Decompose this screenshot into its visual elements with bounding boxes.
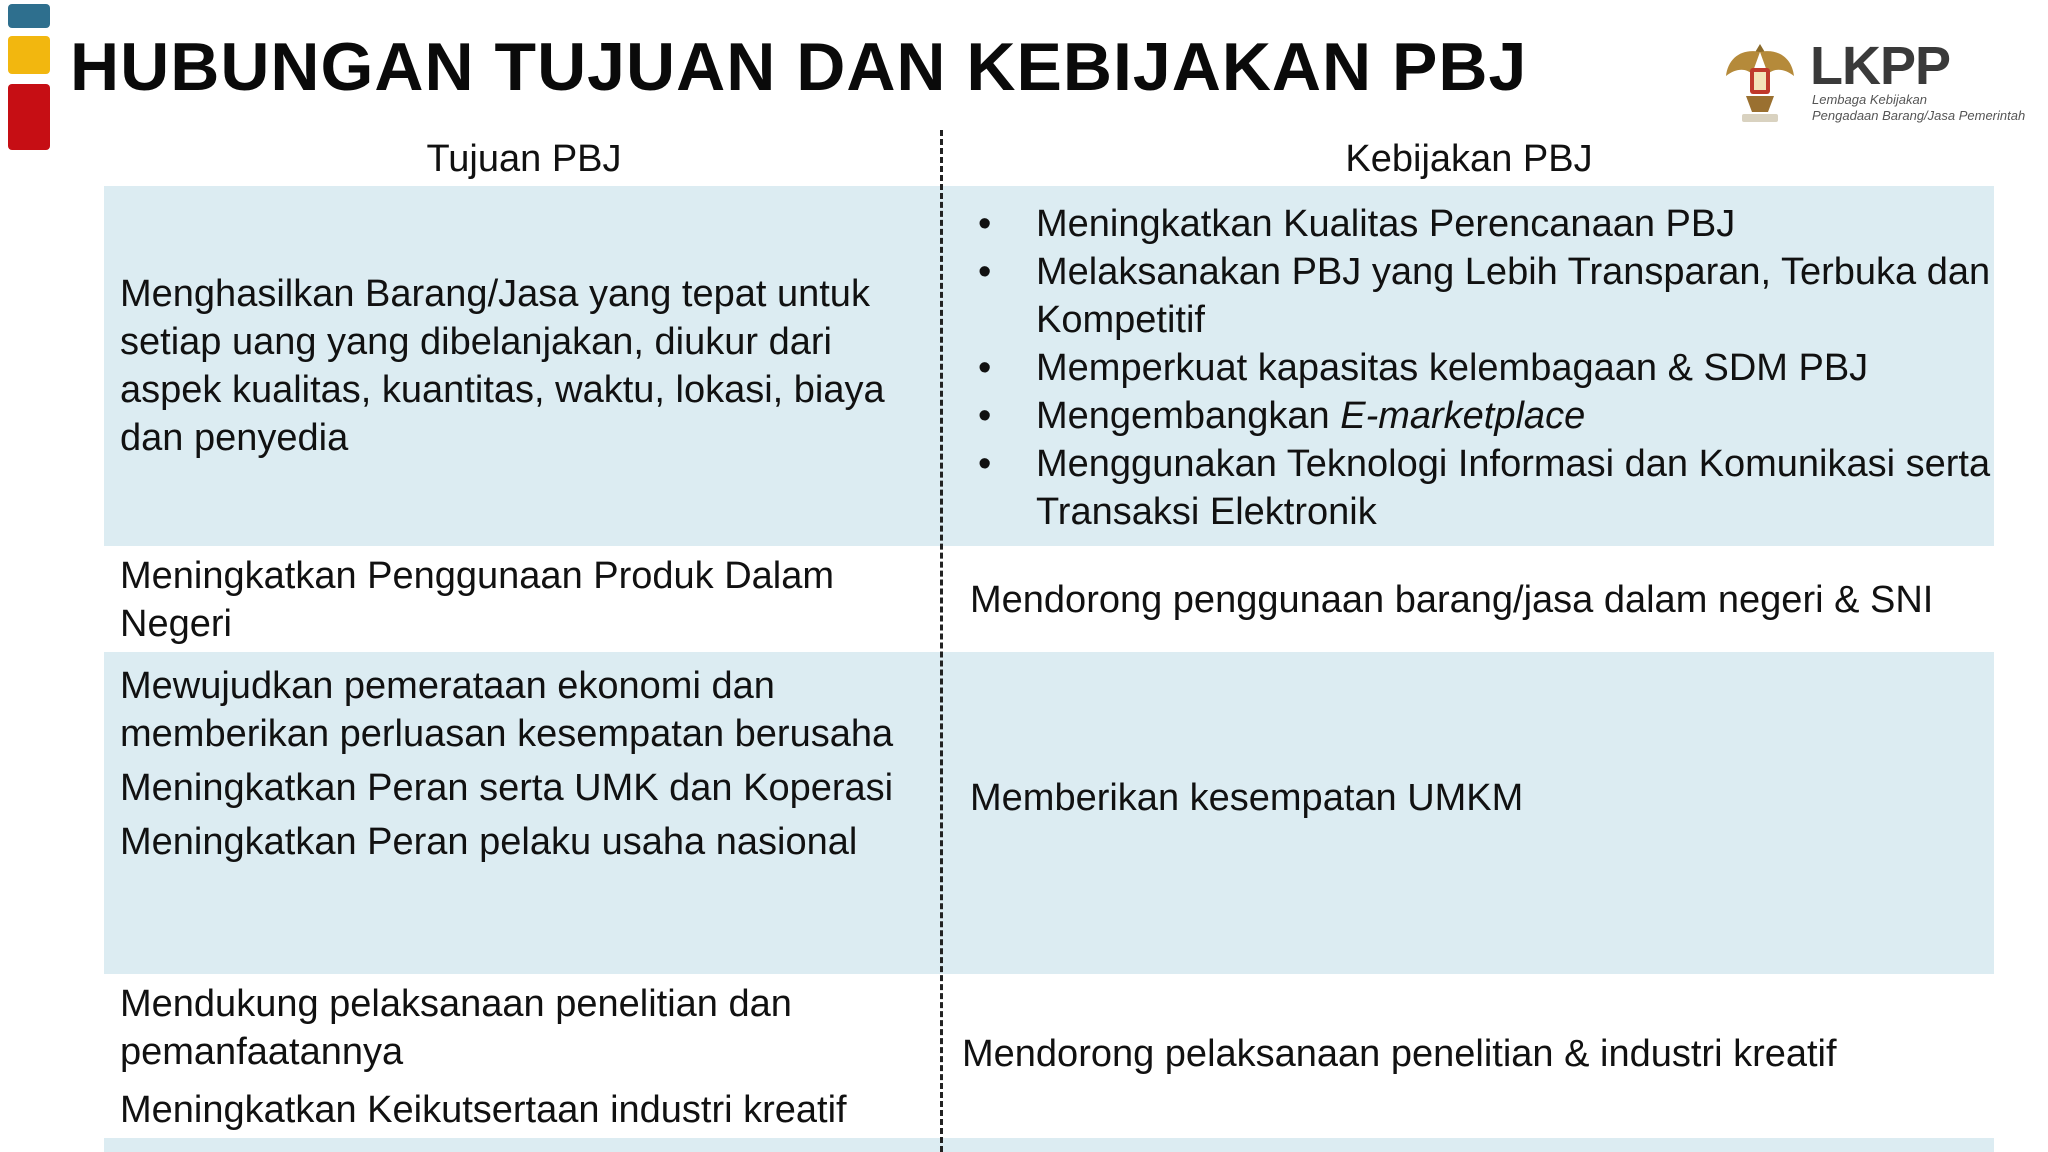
goal-text: Mewujudkan pemerataan ekonomi dan memberikan perluasan kesempatan berusaha [120, 665, 894, 755]
table-row [104, 652, 1994, 974]
goal-text: Meningkatkan Peran pelaku usaha nasional [120, 821, 858, 863]
row-policy-cell [946, 974, 1986, 1134]
policy-bullet-emphasis: E-marketplace [1340, 395, 1586, 437]
logo-subtitle-line1: Lembaga Kebijakan [1812, 92, 1927, 107]
lkpp-logo [1722, 36, 2026, 128]
policy-bullet: • Memperkuat kapasitas kelembagaan & SDM PBJ [970, 344, 1994, 392]
accent-bar-yellow [8, 36, 50, 74]
policy-bullet: • Menggunakan Teknologi Informasi dan Komunikasi serta Transaksi Elektronik [970, 440, 1994, 536]
policy-text: Mendorong pelaksanaan penelitian & industri kreatif [962, 1033, 1837, 1075]
policy-table [104, 128, 1994, 1152]
policy-bullet-list [970, 186, 1994, 536]
row-goal-cell [104, 548, 944, 652]
policy-bullet [970, 392, 1994, 440]
column-divider [940, 130, 943, 1152]
policy-bullet: • Meningkatkan Kualitas Perencanaan PBJ [970, 200, 1994, 248]
slide-title: HUBUNGAN TUJUAN DAN KEBIJAKAN PBJ [70, 29, 1528, 105]
table-row-partial [104, 1138, 1994, 1152]
logo-subtitle-line2: Pengadaan Barang/Jasa Pemerintah [1812, 108, 2026, 123]
policy-text: Memberikan kesempatan UMKM [970, 777, 1524, 819]
policy-bullet: • Melaksanakan PBJ yang Lebih Transparan, Terbuka dan Kompetitif [970, 248, 1994, 344]
row-policy-cell [954, 186, 1994, 546]
goal-text: Meningkatkan Keikutsertaan industri kreatif [120, 1089, 847, 1131]
goal-text: Meningkatkan Penggunaan Produk Dalam Negeri [120, 555, 835, 645]
row-policy-cell [954, 548, 1994, 652]
policy-bullet-prefix: Mengembangkan [1036, 395, 1341, 437]
column-header-kebijakan: Kebijakan PBJ [1345, 138, 1593, 180]
row-goal-cell [104, 186, 944, 546]
goal-text: Mendukung pelaksanaan penelitian dan pemanfaatannya [120, 983, 792, 1073]
policy-text: Mendorong penggunaan barang/jasa dalam negeri & SNI [970, 579, 1934, 621]
table-row [104, 974, 1994, 1134]
accent-bar-blue [8, 4, 50, 28]
row-goal-cell [104, 974, 944, 1134]
column-header-tujuan: Tujuan PBJ [426, 138, 622, 180]
accent-bar-red [8, 84, 50, 150]
logo-name: LKPP [1810, 36, 1951, 96]
garuda-emblem-icon [1722, 38, 1798, 126]
goal-text: Meningkatkan Peran serta UMK dan Koperasi [120, 767, 894, 809]
row-goal-cell [104, 652, 944, 974]
table-row [104, 186, 1994, 546]
row-policy-cell [954, 652, 1994, 974]
table-row [104, 548, 1994, 652]
goal-text: Menghasilkan Barang/Jasa yang tepat untuk setiap uang yang dibelanjakan, diukur dari aspek kualitas, kuantitas, waktu, lokasi, biaya dan penyedia [120, 273, 885, 459]
